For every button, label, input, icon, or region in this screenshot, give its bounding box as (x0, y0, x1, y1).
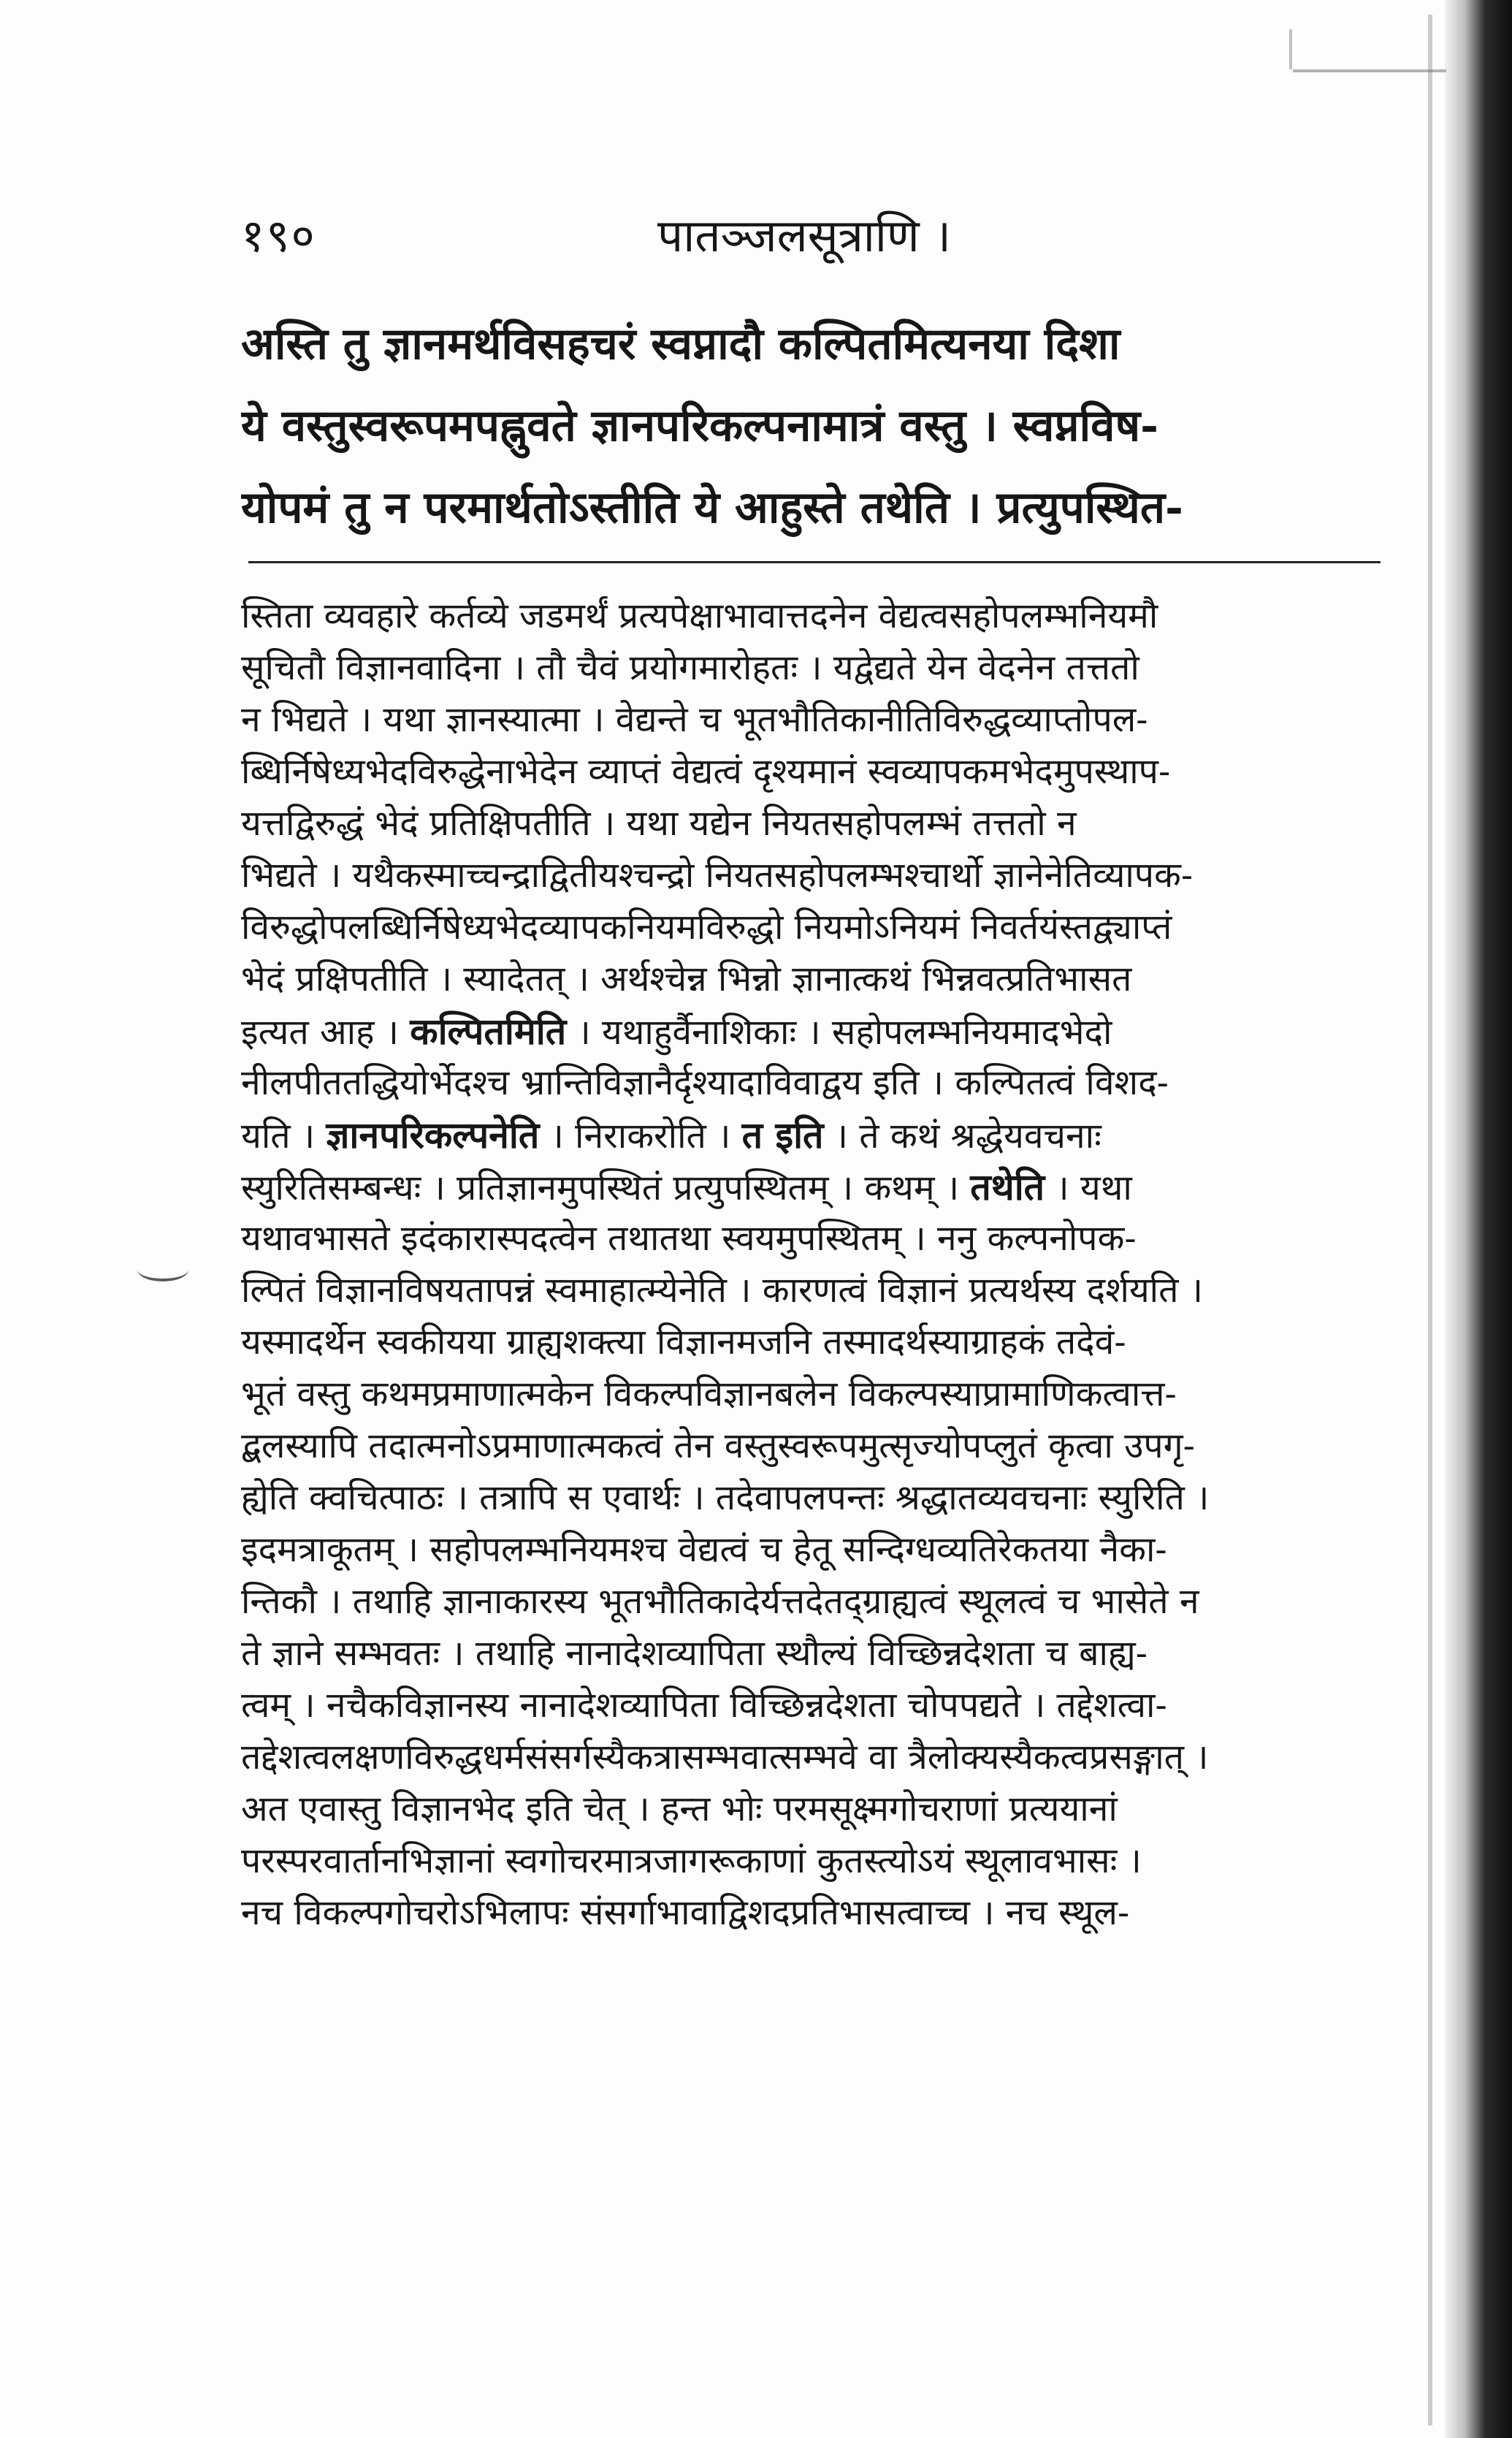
commentary-line (241, 1835, 1381, 1887)
commentary-line (241, 1005, 1381, 1057)
scan-corner-mark-vertical (1289, 29, 1292, 69)
page-header (241, 203, 1381, 283)
commentary-text: ब्धिर्निषेध्यभेदविरुद्धेनाभेदेन व्याप्तं वेद्यत्वं दृश्यमानं स्वव्यापकमभेदमुपस्थाप- (241, 751, 1171, 792)
commentary-line (241, 902, 1381, 953)
commentary-line (241, 1783, 1381, 1835)
commentary-text: इत्यत आह । (241, 1012, 411, 1053)
commentary-line (241, 746, 1381, 798)
commentary-line (241, 642, 1381, 694)
sutra-pratika: त इति (741, 1113, 824, 1157)
commentary-text: न्तिकौ । तथाहि ज्ञानाकारस्य भूतभौतिकादेर्यत्तदेतद्ग्राह्यत्वं स्थूलत्वं च भासेते न (241, 1581, 1199, 1622)
commentary-text: भूतं वस्तु कथमप्रमाणात्मकेन विकल्पविज्ञानबलेन विकल्पस्याप्रामाणिकत्वात्त- (241, 1374, 1177, 1414)
commentary-text: यस्मादर्थेन स्वकीयया ग्राह्यशक्त्या विज्ञानमजनि तस्मादर्थस्याग्राहकं तदेवं- (241, 1322, 1126, 1363)
commentary-line (241, 1109, 1381, 1161)
commentary-text: । यथा (1045, 1167, 1132, 1208)
commentary-line (241, 1213, 1381, 1265)
commentary-block (241, 590, 1381, 1939)
commentary-text: स्युरितिसम्बन्धः । प्रतिज्ञानमुपस्थितं प्रत्युपस्थितम् । कथम् । (241, 1167, 971, 1208)
commentary-text: तद्देशत्वलक्षणविरुद्धधर्मसंसर्गस्यैकत्रासम्भवात्सम्भवे वा त्रैलोक्यस्यैकत्वप्रसङ्गात् । (241, 1737, 1209, 1778)
sutra-line: योपमं तु न परमार्थतोऽस्तीति ये आहुस्ते तथेति । प्रत्युपस्थित- (241, 482, 1183, 533)
commentary-line (241, 850, 1381, 902)
commentary-text: यथावभासते इदंकारास्पदत्वेन तथातथा स्वयमुपस्थितम् । ननु कल्पनोपक- (241, 1218, 1137, 1259)
commentary-text: । ते कथं श्रद्धेयवचनाः (823, 1116, 1101, 1157)
commentary-text: द्बलस्यापि तदात्मनोऽप्रमाणात्मकत्वं तेन वस्तुस्वरूपमुत्सृज्योपप्लुतं कृत्वा उपगृ- (241, 1425, 1195, 1466)
commentary-text: सूचितौ विज्ञानवादिना । तौ चैवं प्रयोगमारोहतः । यद्वेद्यते येन वेदनेन तत्ततो (241, 647, 1139, 688)
commentary-line (241, 1628, 1381, 1680)
scan-edge-line (1428, 15, 1432, 2426)
commentary-text: भिद्यते । यथैकस्माच्चन्द्राद्वितीयश्चन्द्रो नियतसहोपलम्भश्चार्थो ज्ञानेनेतिव्यापक- (241, 855, 1194, 896)
commentary-text: विरुद्धोपलब्धिर्निषेध्यभेदव्यापकनियमविरुद्धो नियमोऽनियमं निवर्तयंस्तद्व्याप्तं (241, 907, 1172, 948)
commentary-line (241, 1524, 1381, 1576)
commentary-line (241, 694, 1381, 746)
commentary-line (241, 1420, 1381, 1472)
commentary-line (241, 1732, 1381, 1783)
running-title: पातञ्जलसूत्राणि । (657, 209, 951, 262)
commentary-text: त्वम् । नचैकविज्ञानस्य नानादेशव्यापिता विच्छिन्नदेशता चोपपद्यते । तद्देशत्वा- (241, 1685, 1167, 1726)
commentary-text: परस्परवार्तानभिज्ञानां स्वगोचरमात्रजागरूकाणां कुतस्त्योऽयं स्थूलावभासः । (241, 1840, 1142, 1881)
commentary-line (241, 1368, 1381, 1420)
commentary-text: स्तिता व्यवहारे कर्तव्ये जडमर्थं प्रत्यपेक्षाभावात्तदनेन वेद्यत्वसहोपलम्भनियमौ (241, 595, 1158, 636)
commentary-line (241, 1161, 1381, 1213)
commentary-text: इदमत्राकूतम् । सहोपलम्भनियमश्च वेद्यत्वं च हेतू सन्दिग्धव्यतिरेकतया नैका- (241, 1529, 1167, 1570)
sutra-line: अस्ति तु ज्ञानमर्थविसहचरं स्वप्नादौ कल्पितमित्यनया दिशा (241, 319, 1120, 370)
commentary-text: । यथाहुर्वैनाशिकाः । सहोपलम्भनियमादभेदो (566, 1012, 1112, 1053)
page-number: १९० (241, 209, 316, 262)
commentary-line (241, 1887, 1381, 1939)
sutra-block (241, 303, 1381, 549)
commentary-line (241, 953, 1381, 1005)
sutra-pratika: तथेति (970, 1165, 1045, 1208)
commentary-line (241, 1680, 1381, 1732)
sutra-pratika: कल्पितमिति (410, 1010, 567, 1053)
commentary-text: ह्येति क्वचित्पाठः । तत्रापि स एवार्थः । तदेवापलपन्तः श्रद्धातव्यवचनाः स्युरिति । (241, 1477, 1210, 1518)
commentary-text: ते ज्ञाने सम्भवतः । तथाहि नानादेशव्यापिता स्थौल्यं विच्छिन्नदेशता च बाह्य- (241, 1633, 1148, 1674)
sutra-line: ये वस्तुस्वरूपमपह्नुवते ज्ञानपरिकल्पनामात्रं वस्तु । स्वप्नविष- (241, 400, 1159, 452)
commentary-text: न भिद्यते । यथा ज्ञानस्यात्मा । वेद्यन्ते च भूतभौतिकानीतिविरुद्धव्याप्तोपल- (241, 699, 1148, 740)
commentary-text: यत्तद्विरुद्धं भेदं प्रतिक्षिपतीति । यथा यद्येन नियतसहोपलम्भं तत्ततो न (241, 803, 1077, 844)
commentary-text: भेदं प्रक्षिपतीति । स्यादेतत् । अर्थश्चेन्न भिन्नो ज्ञानात्कथं भिन्नवत्प्रतिभासत (241, 959, 1132, 999)
commentary-line (241, 1057, 1381, 1109)
commentary-text: । निराकरोति । (539, 1116, 742, 1157)
commentary-text: ल्पितं विज्ञानविषयतापन्नं स्वमाहात्म्येनेति । कारणत्वं विज्ञानं प्रत्यर्थस्य दर्शयति । (241, 1270, 1203, 1311)
scan-corner-mark (1293, 69, 1446, 72)
commentary-line (241, 1576, 1381, 1628)
commentary-text: नीलपीततद्धियोर्भेदश्च भ्रान्तिविज्ञानैर्दृश्यादाविवाद्वय इति । कल्पितत्वं विशद- (241, 1062, 1169, 1103)
commentary-text: यति । (241, 1116, 327, 1157)
commentary-line (241, 1265, 1381, 1317)
commentary-line (241, 1317, 1381, 1368)
commentary-line (241, 1472, 1381, 1524)
commentary-line (241, 590, 1381, 642)
margin-pencil-mark (137, 1258, 188, 1281)
commentary-text: अत एवास्तु विज्ञानभेद इति चेत् । हन्त भोः परमसूक्ष्मगोचराणां प्रत्ययानां (241, 1788, 1118, 1829)
sutra-pratika: ज्ञानपरिकल्पनेति (326, 1113, 540, 1157)
binding-shadow (1445, 0, 1512, 2438)
section-divider (248, 561, 1381, 563)
commentary-line (241, 798, 1381, 850)
commentary-text: नच विकल्पगोचरोऽभिलापः संसर्गाभावाद्विशदप्रतिभासत्वाच्च । नच स्थूल- (241, 1892, 1130, 1933)
